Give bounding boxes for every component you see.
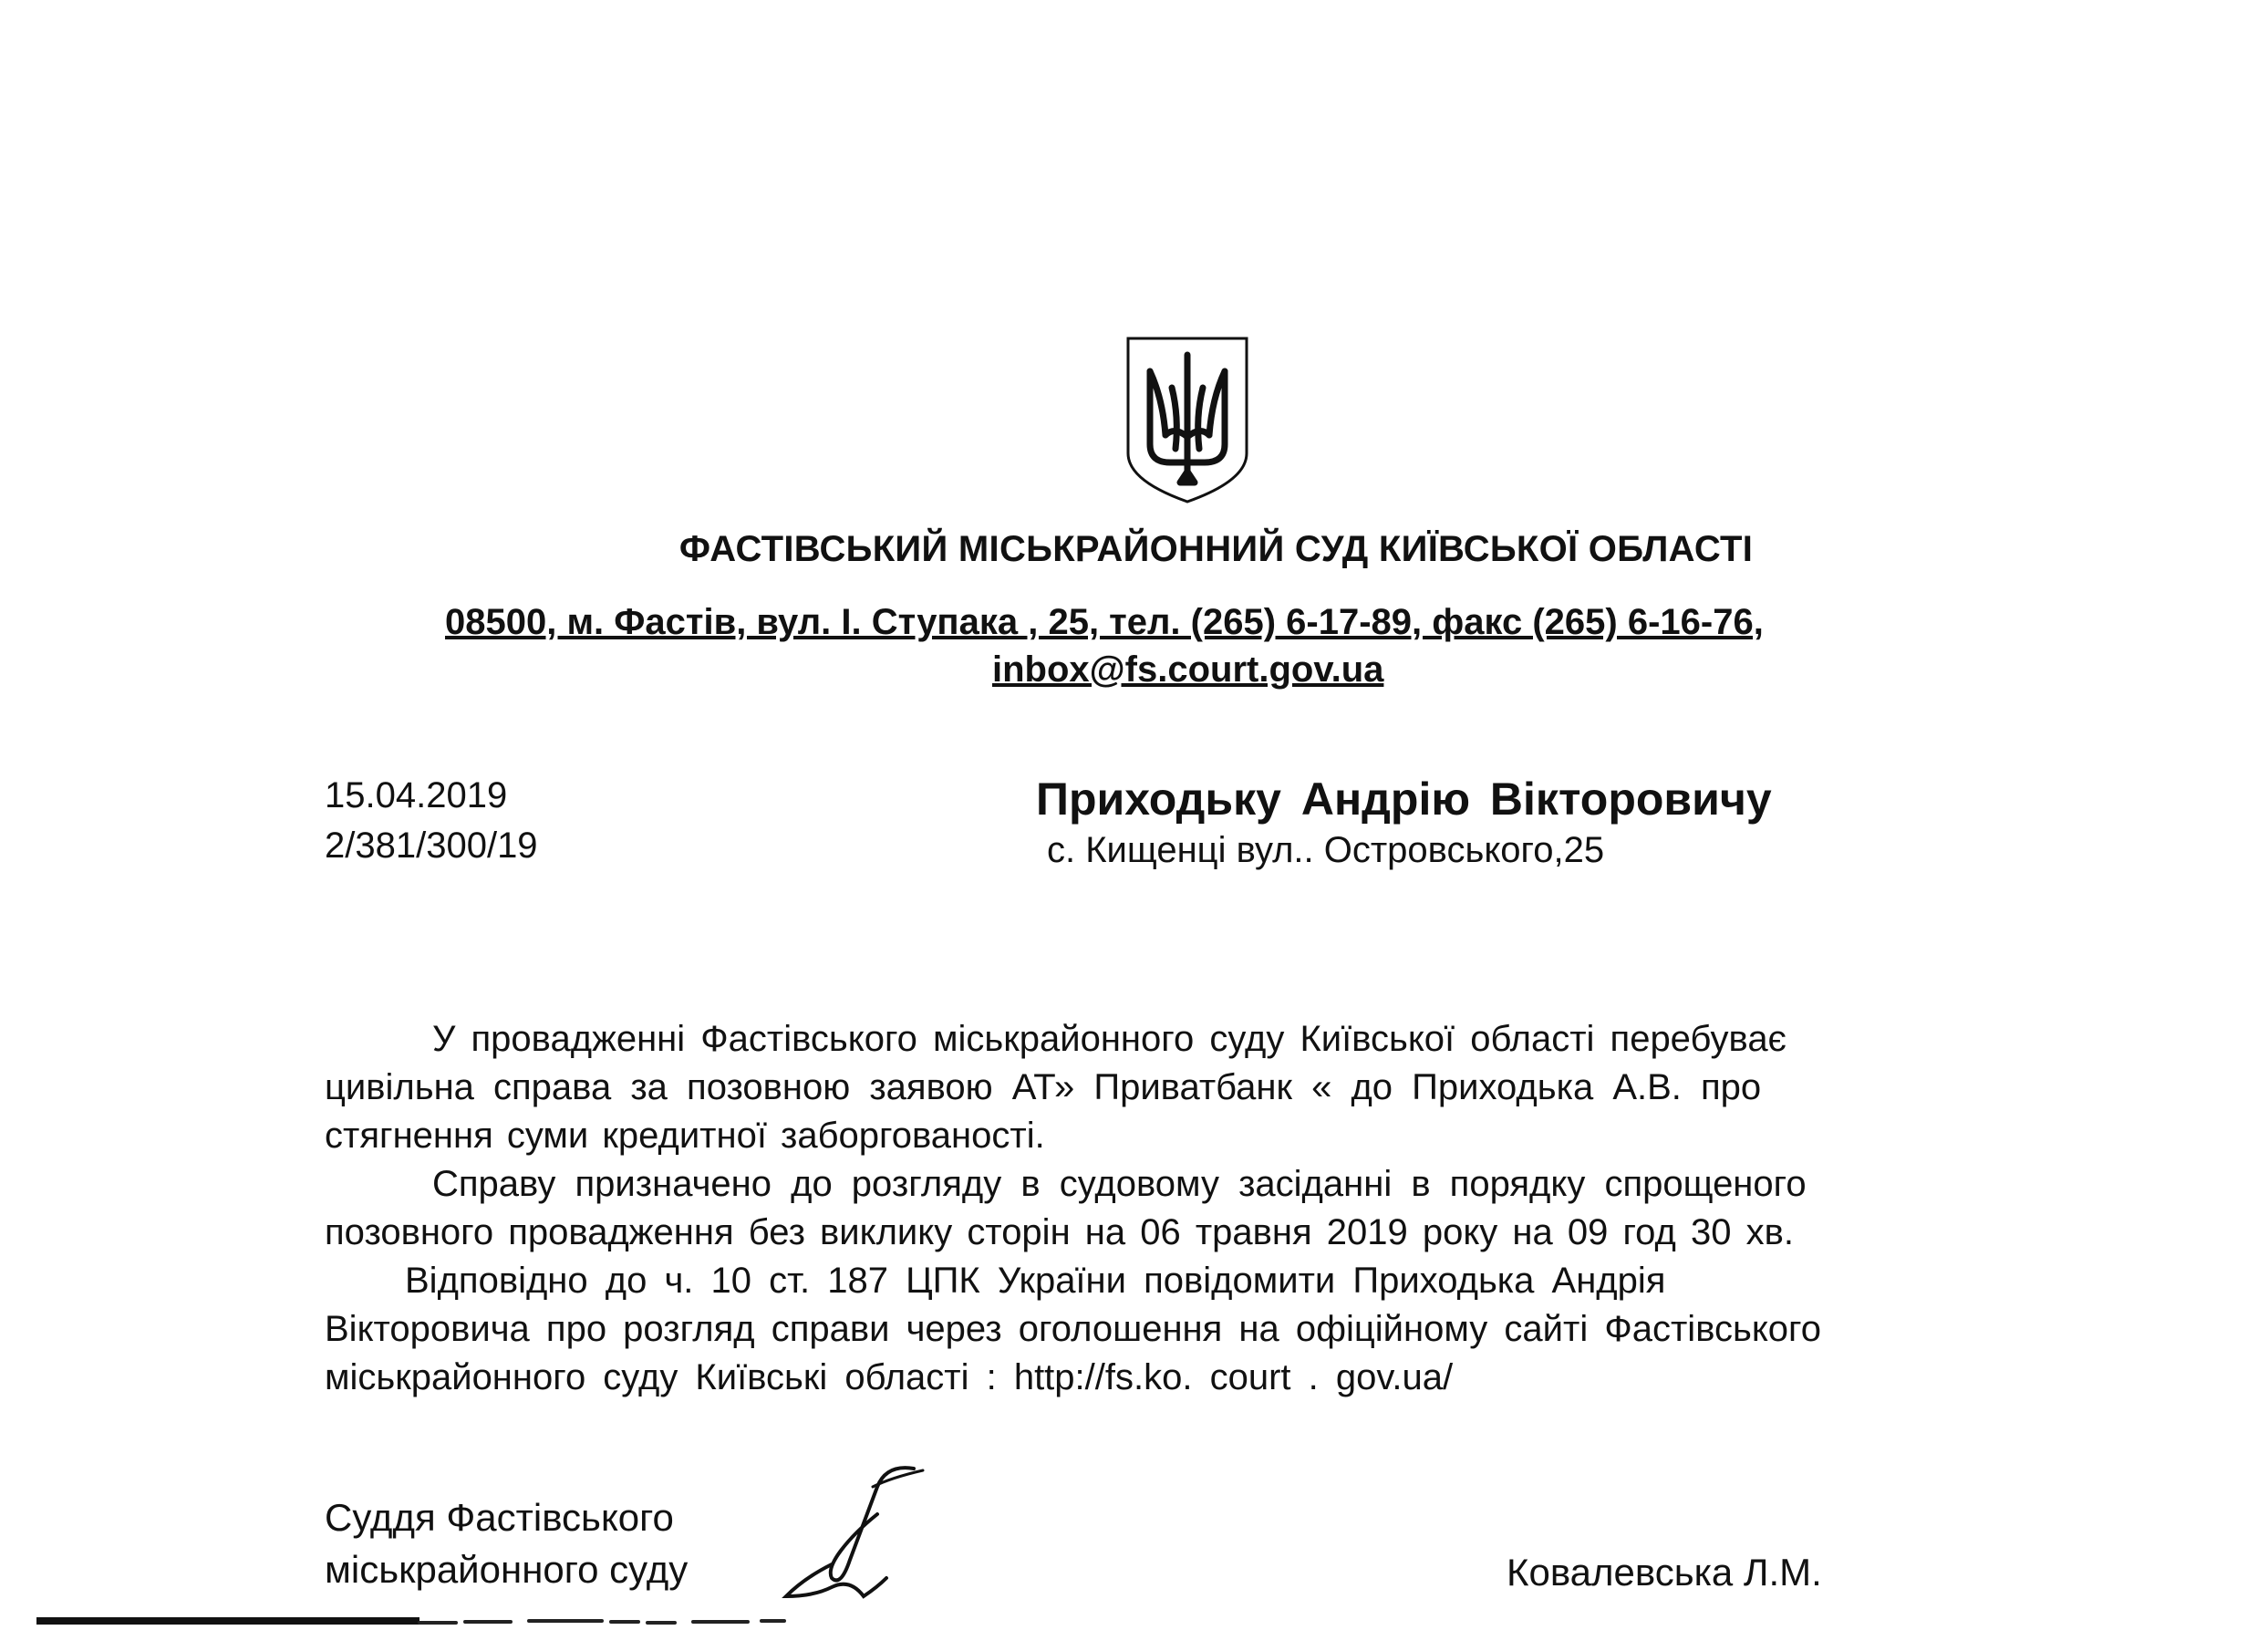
body-line: міськрайонного суду Київські області : http://fs.ko. court . gov.ua/ bbox=[325, 1357, 1454, 1397]
recipient-address: с. Кищенці вул.. Островського,25 bbox=[1047, 830, 1605, 870]
signer-title-line2: міськрайонного суду bbox=[325, 1548, 689, 1591]
body-line: позовного провадження без виклику сторін на 06 травня 2019 року на 09 год 30 хв. bbox=[325, 1212, 1794, 1252]
outgoing-number: 2/381/300/19 bbox=[325, 826, 538, 866]
court-email-link[interactable]: inbox@fs.court.gov.ua bbox=[992, 649, 1384, 690]
court-address: 08500, м. Фастів, вул. І. Ступака , 25, тел. (265) 6-17-89, факс (265) 6-16-76, bbox=[445, 602, 1764, 642]
judge-name: Ковалевська Л.М. bbox=[1507, 1551, 1822, 1594]
body-line: Справу призначено до розгляду в судовому засіданні в порядку спрощеного bbox=[432, 1164, 1807, 1204]
body-line: стягнення суми кредитної заборгованості. bbox=[325, 1116, 1045, 1156]
body-line: У провадженні Фастівського міськрайонного суду Київської області перебуває bbox=[432, 1019, 1786, 1059]
scan-artifact bbox=[36, 1610, 793, 1628]
court-name bbox=[0, 529, 2268, 570]
body-line: Вікторовича про розгляд справи через оголошення на офіційному сайті Фастівського bbox=[325, 1309, 1821, 1349]
recipient-name: Приходьку Андрію Вікторовичу bbox=[1036, 774, 1772, 825]
court-email bbox=[992, 649, 1383, 691]
body-line: Відповідно до ч. 10 ст. 187 ЦПК України повідомити Приходька Андрія bbox=[405, 1261, 1666, 1301]
body-line: цивільна справа за позовною заявою АТ» Приватбанк « до Приходька А.В. про bbox=[325, 1067, 1762, 1107]
signer-title-line1: Суддя Фастівського bbox=[325, 1496, 674, 1539]
ukraine-coat-of-arms-icon bbox=[1124, 335, 1250, 505]
handwritten-signature-icon bbox=[777, 1459, 941, 1605]
court-name-text: ФАСТІВСЬКИЙ МІСЬКРАЙОННИЙ СУД КИЇВСЬКОЇ ОБЛАСТІ bbox=[678, 529, 1754, 569]
letter-date: 15.04.2019 bbox=[325, 775, 508, 815]
